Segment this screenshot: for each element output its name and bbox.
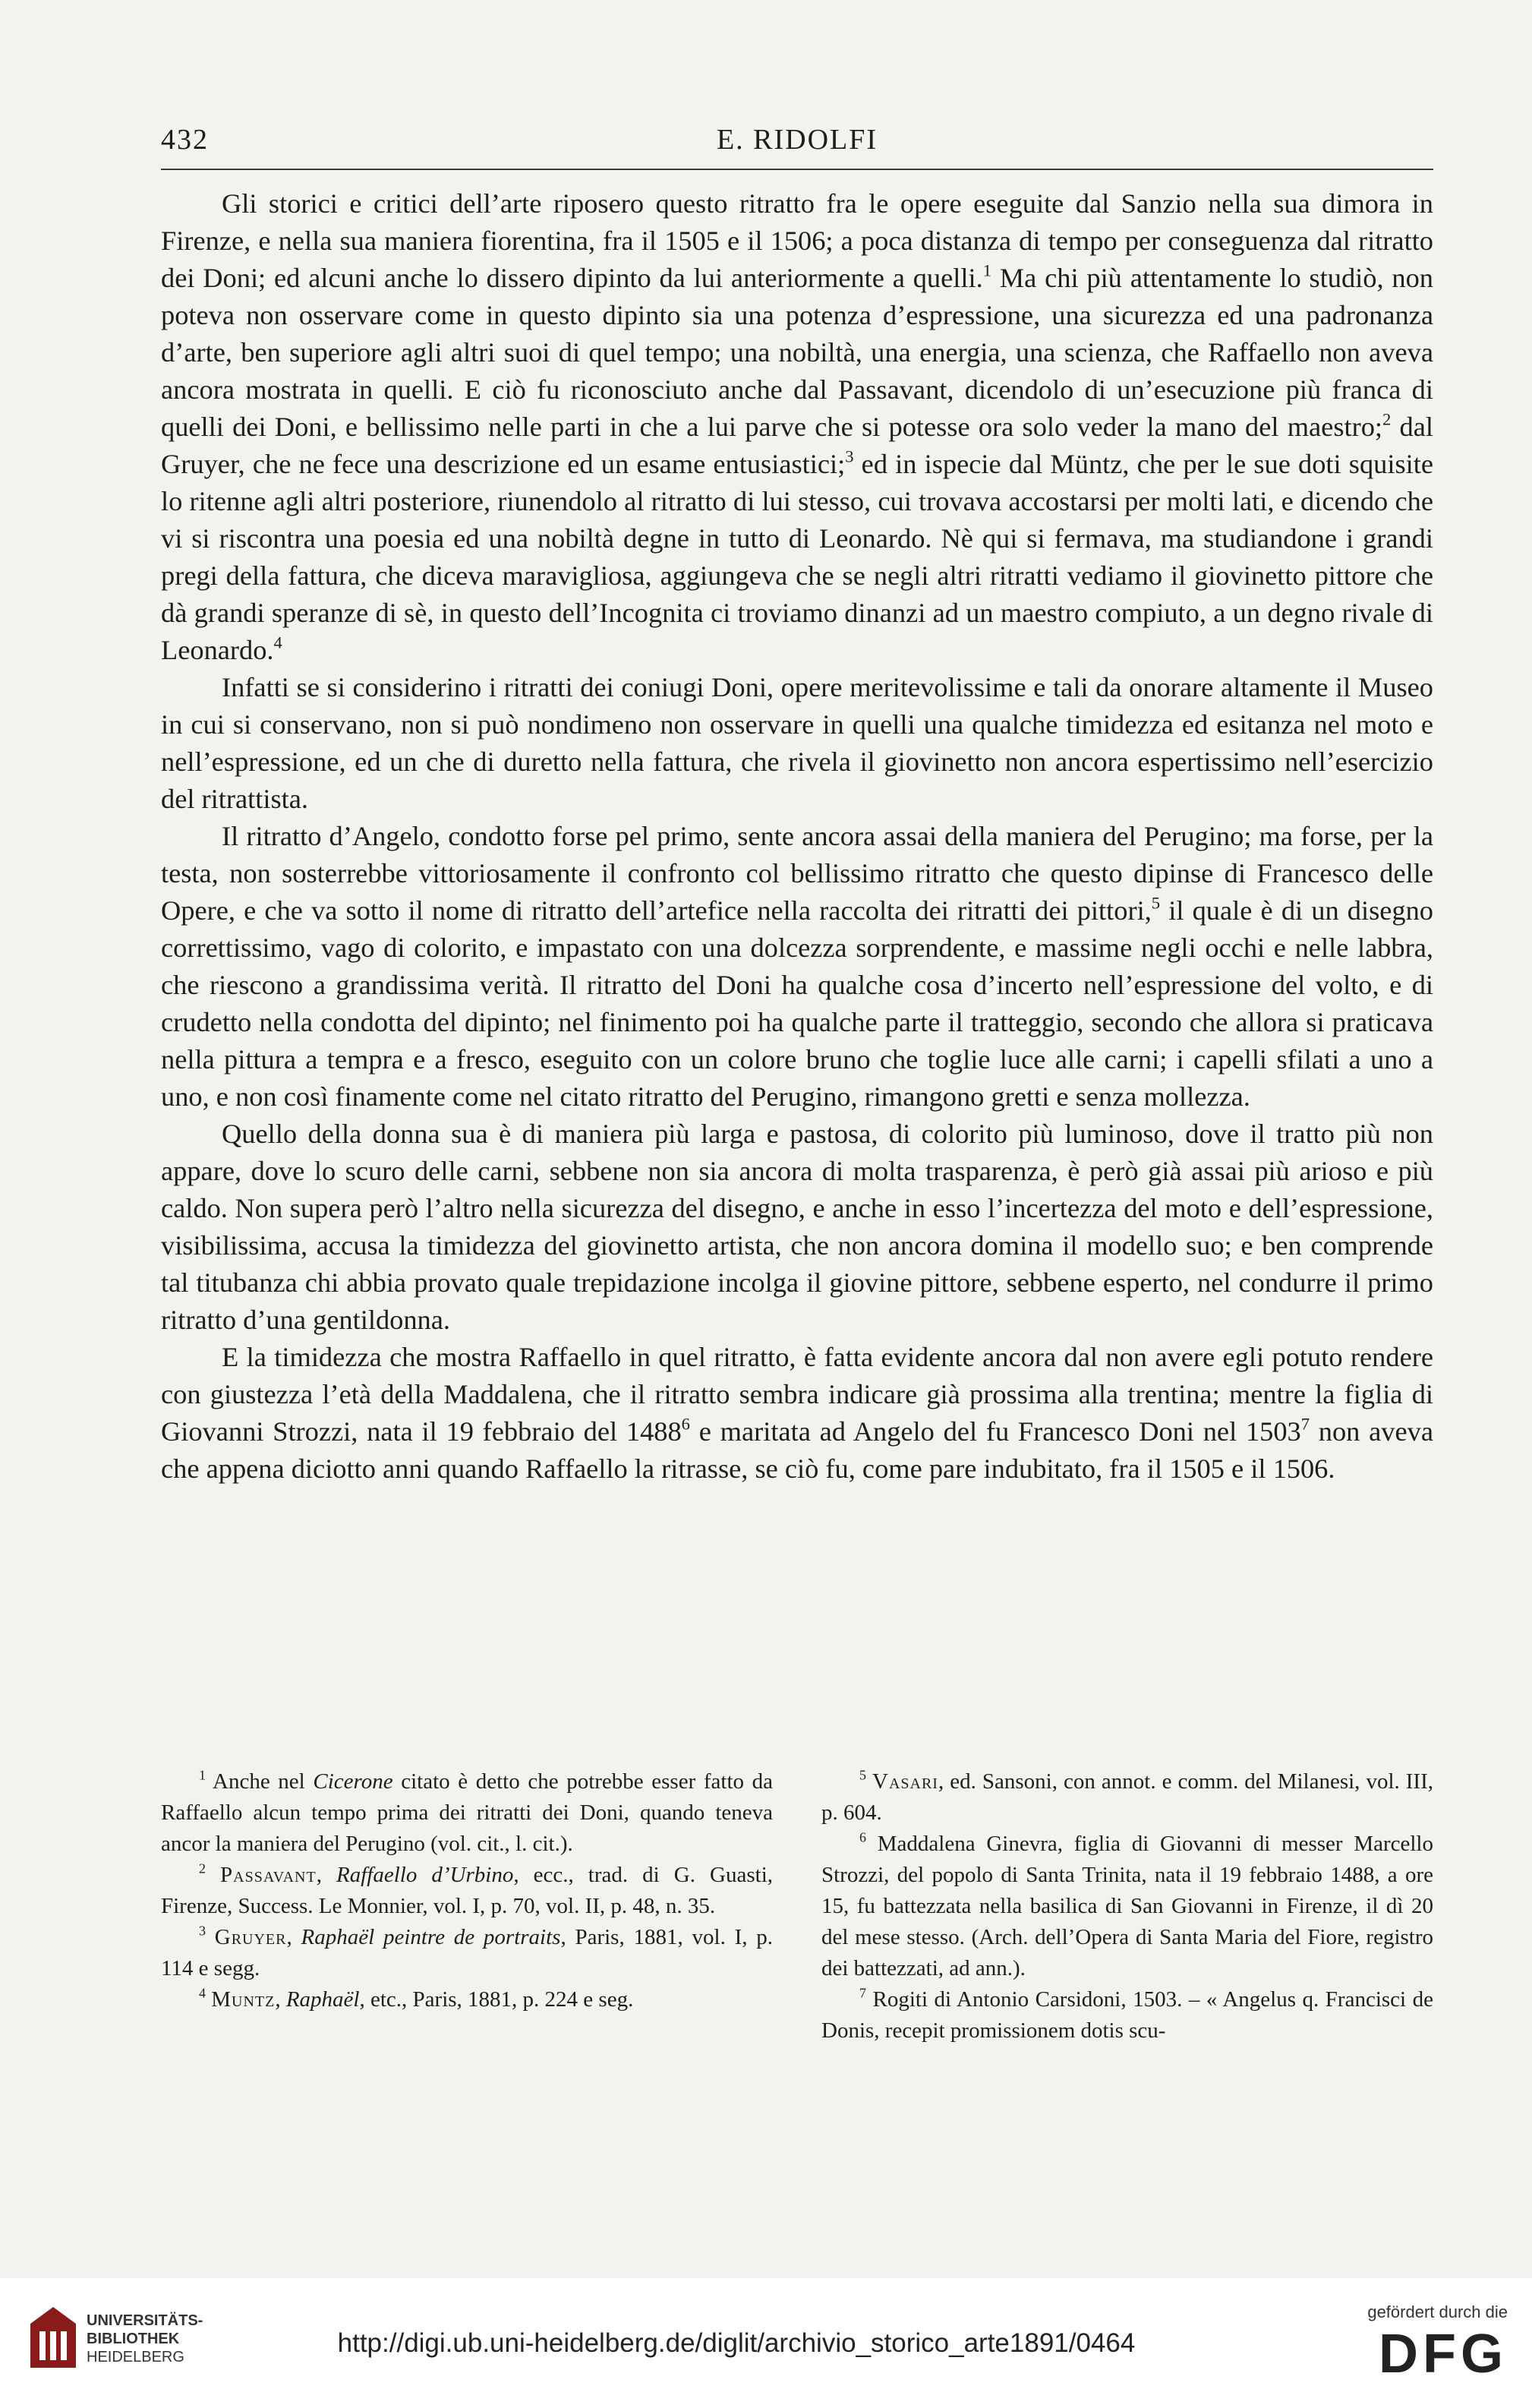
footnotes-right-column (821, 1766, 1433, 2047)
footnote-ref-7: 7 (1300, 1414, 1310, 1434)
footnote-7: $^7$ Rogiti di Antonio Carsidoni, 1503. – « Angelus q. Francisci de Donis, recepit promissionem dotis scu- (821, 1985, 1433, 2043)
running-header (161, 115, 1433, 161)
paragraph-3: Il ritratto d’Angelo, condotto forse pel primo, sente ancora assai della maniera del Perugino; ma forse, per la testa, non sosterrebbe vittoriosamente il confronto col bellissimo ritratto che questo dipinse di Francesco delle Opere, e che va sotto il nome di ritratto dell’artefice nella raccolta dei ritratti dei pittori,$^5$ il quale è di un disegno correttissimo, vago di colorito, e impastato con una dolcezza sorprendente, e massime negli occhi e nelle labbra, che riescono a grandissima verità. Il ritratto del Doni ha qualche cosa d’incerto nell’espressione del volto, e di crudetto nella condotta del dipinto; nel finimento poi ha qualche parte il tratteggio, secondo che allora si praticava nella pittura a tempra e a fresco, eseguito con un colore bruno che toglie luce alle carni; i capelli sfilati a uno a uno, e non così finamente come nel citato ritratto del Perugino, rimangono gretti e senza mollezza. (161, 821, 1433, 1112)
digitization-footer (0, 2278, 1532, 2408)
footnote-ref-1: 1 (982, 260, 991, 280)
footnote-ref-6: 6 (681, 1414, 690, 1434)
dfg-logo: DFG (1379, 2324, 1508, 2384)
funder-block (1348, 2302, 1508, 2384)
footnote-2: $^2$ Passavant, Raffaello d’Urbino, ecc., trad. di G. Guasti, Firenze, Success. Le Monnier, vol. I, p. 70, vol. II, p. 48, n. 35. (161, 1860, 774, 1918)
university-library-logo-icon (29, 2305, 77, 2369)
header-rule (161, 169, 1433, 170)
footnotes-left-column (161, 1766, 773, 2015)
funder-caption: gefördert durch die (1367, 2302, 1508, 2321)
footnote-4: $^4$ Muntz, Raphaël, etc., Paris, 1881, p. 224 e seg. (199, 1985, 634, 2012)
digital-copy-link[interactable]: http://digi.ub.uni-heidelberg.de/diglit/archivio_storico_arte1891/0464 (337, 2328, 1136, 2358)
paragraph-2: Infatti se si considerino i ritratti dei coniugi Doni, opere meritevolissime e tali da onorare altamente il Museo in cui si conservano, non si può nondimeno non osservare in quelli una qualche timidezza ed esitanza nel moto e nell’espressione, ed un che di duretto nella fattura, che rivela il giovinetto non ancora espertissimo nell’esercizio del ritrattista. (161, 672, 1433, 814)
library-name: UNIVERSITÄTS- BIBLIOTHEK HEIDELBERG (87, 2312, 203, 2365)
footnote-ref-2: 2 (1382, 409, 1392, 429)
running-title: E. RIDOLFI (716, 124, 878, 156)
footnote-ref-4: 4 (273, 633, 282, 652)
page-number: 432 (161, 124, 209, 156)
footnote-ref-3: 3 (845, 447, 854, 466)
footnote-ref-5: 5 (1151, 893, 1161, 913)
footnote-5: $^5$ Vasari, ed. Sansoni, con annot. e comm. del Milanesi, vol. III, p. 604. (821, 1767, 1433, 1825)
paragraph-5: E la timidezza che mostra Raffaello in quel ritratto, è fatta evidente ancora dal non avere egli potuto rendere con giustezza l’età della Maddalena, che il ritratto sembra indicare già prossima alla trentina; mentre la figlia di Giovanni Strozzi, nata il 19 febbraio del 1488$^6$ e maritata ad Angelo del fu Francesco Doni nel 1503$^7$ non aveva che appena diciotto anni quando Raffaello la ritrasse, se ciò fu, come pare indubitato, fra il 1505 e il 1506. (161, 1342, 1433, 1484)
footnote-1: $^1$ Anche nel Cicerone citato è detto che potrebbe esser fatto da Raffaello alcun tempo prima dei ritratti dei Doni, quando teneva ancor la maniera del Perugino (vol. cit., l. cit.). (161, 1767, 773, 1856)
paragraph-4: Quello della donna sua è di maniera più larga e pastosa, di colorito più luminoso, dove il tratto più non appare, dove lo scuro delle carni, sebbene non sia ancora di molta trasparenza, è però già assai più arioso e più caldo. Non supera però l’altro nella sicurezza del disegno, e anche in esso l’incertezza del moto e dell’espressione, visibilissima, accusa la timidezza del giovinetto artista, che non ancora domina il modello suo; e ben comprende tal titubanza chi abbia provato quale trepidazione incolga il giovine pittore, sebbene esperto, nel condurre il primo ritratto d’una gentildonna. (161, 1119, 1433, 1335)
footnote-6: $^6$ Maddalena Ginevra, figlia di Giovanni di messer Marcello Strozzi, del popolo di Santa Trinita, nata il 19 febbraio 1488, a ore 15, fu battezzata nella basilica di San Giovanni in Firenze, il dì 20 del mese stesso. (Arch. dell’Opera di Santa Maria del Fiore, registro dei battezzati, ad ann.). (821, 1829, 1433, 1980)
footnote-3: $^3$ Gruyer, Raphaël peintre de portraits, Paris, 1881, vol. I, p. 114 e segg. (161, 1923, 774, 1980)
paragraph-1: Gli storici e critici dell’arte riposero questo ritratto fra le opere eseguite dal Sanzio nella sua dimora in Firenze, e nella sua maniera fiorentina, fra il 1505 e il 1506; a poca distanza di tempo per conseguenza dal ritratto dei Doni; ed alcuni anche lo dissero dipinto da lui anteriormente a quelli.$^1$ Ma chi più attentamente lo studiò, non poteva non osservare come in questo dipinto sia una potenza d’espressione, una sicurezza ed una padronanza d’arte, ben superiore agli altri suoi di quel tempo; una nobiltà, una energia, una scienza, che Raffaello non aveva ancora mostrata in quelli. E ciò fu riconosciuto anche dal Passavant, dicendolo di un’esecuzione più franca di quelli dei Doni, e bellissimo nelle parti in che a lui parve che si potesse ora solo veder la mano del maestro;$^2$ dal Gruyer, che ne fece una descrizione ed un esame entusiastici;$^3$ ed in ispecie dal Müntz, che per le sue doti squisite lo ritenne agli altri posteriore, riunendolo al ritratto di lui stesso, cui trovava accostarsi per molti lati, e dicendo che vi si riscontra una poesia ed una nobiltà degne in tutto di Leonardo. Nè qui si fermava, ma studiandone i grandi pregi della fattura, che diceva maravigliosa, aggiungeva che se negli altri ritratti vediamo il giovinetto pittore che dà grandi speranze di sè, in questo dell’Incognita ci troviamo dinanzi ad un maestro compiuto, a un degno rivale di Leonardo.$^4$ (161, 188, 1433, 665)
body-text (161, 185, 1433, 1488)
